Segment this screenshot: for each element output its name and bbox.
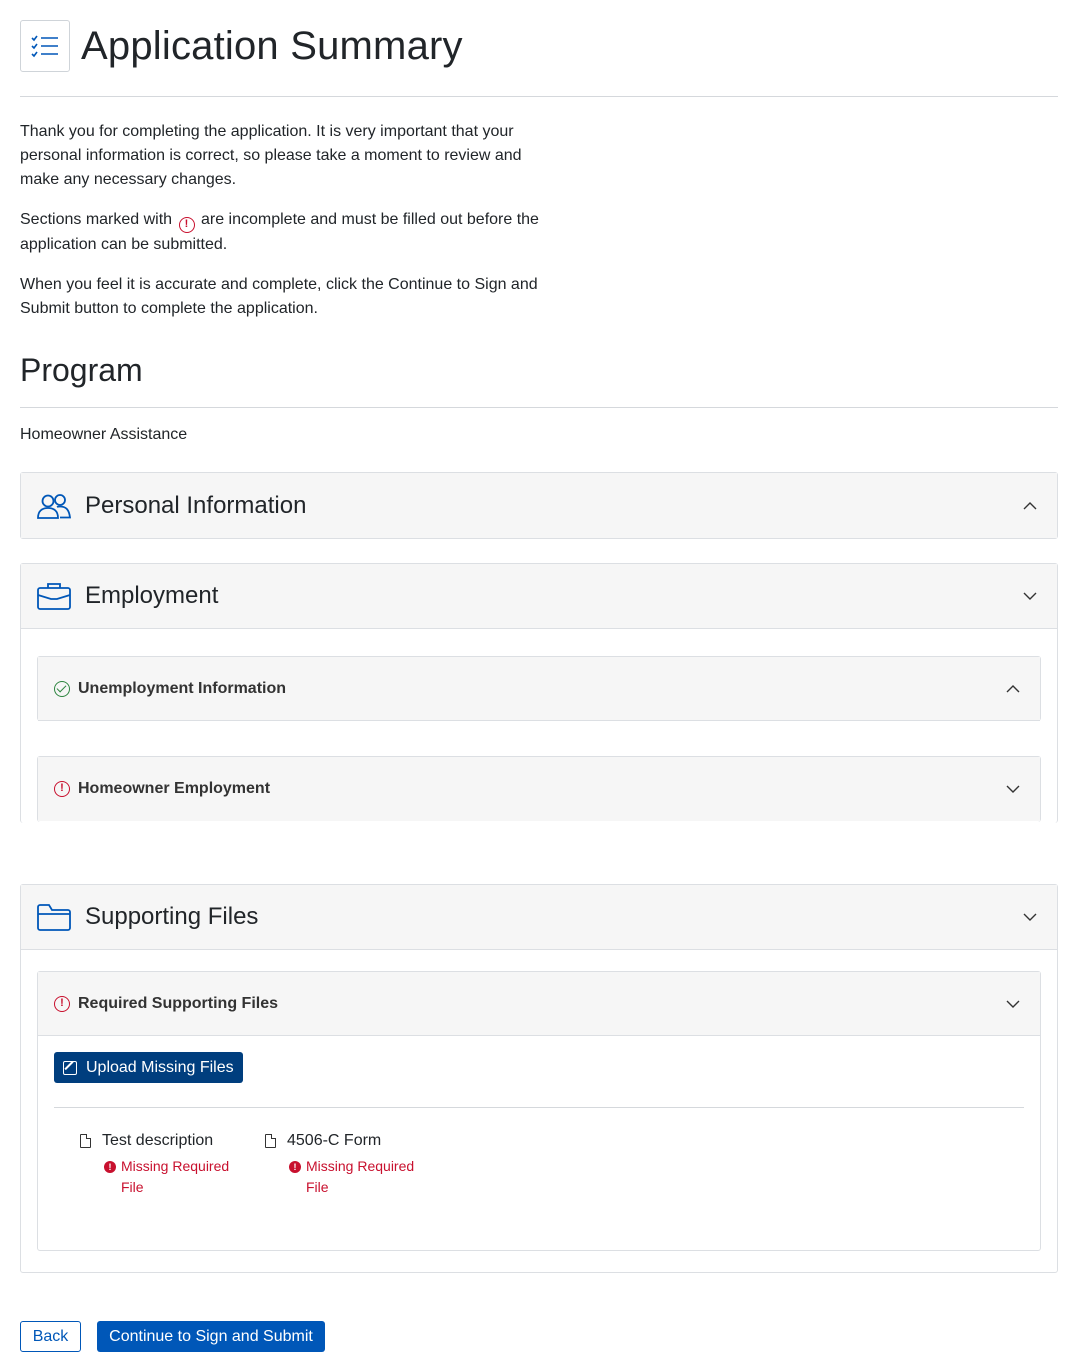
chevron-down-icon[interactable] bbox=[1023, 910, 1037, 924]
files-divider bbox=[54, 1107, 1024, 1108]
incomplete-icon: ! bbox=[54, 781, 70, 797]
briefcase-icon bbox=[37, 582, 71, 610]
program-value: Homeowner Assistance bbox=[20, 426, 188, 443]
chevron-up-icon[interactable] bbox=[1006, 682, 1020, 696]
personal-information-header[interactable] bbox=[21, 473, 1057, 538]
document-icon bbox=[265, 1134, 276, 1148]
employment-header[interactable] bbox=[21, 564, 1057, 629]
unemployment-information-label: Unemployment Information bbox=[78, 679, 287, 697]
file-name: Test description bbox=[102, 1132, 214, 1149]
file-status bbox=[289, 1156, 435, 1198]
chevron-down-icon[interactable] bbox=[1006, 997, 1020, 1011]
required-supporting-files-header[interactable] bbox=[38, 972, 1040, 1036]
required-supporting-files-accordion bbox=[37, 971, 1041, 1251]
unemployment-information-accordion bbox=[37, 656, 1041, 721]
complete-check-icon bbox=[54, 681, 70, 697]
file-item[interactable] bbox=[80, 1132, 250, 1198]
incomplete-icon: ! bbox=[179, 217, 195, 233]
program-divider bbox=[20, 407, 1058, 408]
supporting-files-label: Supporting Files bbox=[85, 903, 259, 930]
homeowner-employment-header[interactable] bbox=[38, 757, 1040, 821]
file-status-text: Missing Required File bbox=[121, 1158, 230, 1195]
incomplete-icon: ! bbox=[54, 996, 70, 1012]
intro-paragraph-2: Sections marked with ! are incomplete and must be filled out before the application can be submitted. bbox=[20, 211, 539, 253]
error-icon: ! bbox=[104, 1161, 116, 1173]
document-icon bbox=[80, 1134, 91, 1148]
file-item[interactable] bbox=[265, 1132, 435, 1198]
checklist-icon bbox=[30, 34, 60, 58]
people-icon bbox=[37, 493, 71, 519]
homeowner-employment-label: Homeowner Employment bbox=[78, 780, 271, 797]
file-name: 4506-C Form bbox=[287, 1132, 382, 1149]
intro-paragraph-1: Thank you for completing the application. It is very important that your personal information is correct, so please take a moment to review and make any necessary changes. bbox=[20, 123, 522, 188]
file-status bbox=[104, 1156, 250, 1198]
error-icon: ! bbox=[289, 1161, 301, 1173]
page-title: Application Summary bbox=[81, 23, 463, 68]
employment-accordion bbox=[20, 563, 1058, 823]
folder-icon bbox=[37, 903, 71, 931]
required-supporting-files-label: Required Supporting Files bbox=[78, 994, 279, 1012]
chevron-down-icon[interactable] bbox=[1006, 782, 1020, 796]
header-divider bbox=[20, 96, 1058, 97]
personal-information-accordion bbox=[20, 472, 1058, 539]
employment-label: Employment bbox=[85, 582, 219, 609]
upload-missing-files-button[interactable] bbox=[54, 1052, 243, 1083]
program-title: Program bbox=[20, 352, 143, 388]
chevron-down-icon[interactable] bbox=[1023, 589, 1037, 603]
back-button[interactable]: Back bbox=[20, 1321, 81, 1352]
supporting-files-header[interactable] bbox=[21, 885, 1057, 950]
page-header bbox=[20, 20, 463, 72]
intro-text bbox=[20, 120, 560, 337]
supporting-files-accordion bbox=[20, 884, 1058, 1273]
personal-information-label: Personal Information bbox=[85, 491, 307, 519]
intro-paragraph-3: When you feel it is accurate and complete, click the Continue to Sign and Submit button to complete the application. bbox=[20, 276, 538, 317]
continue-to-sign-button[interactable]: Continue to Sign and Submit bbox=[97, 1321, 325, 1352]
unemployment-information-header[interactable] bbox=[38, 657, 1040, 721]
chevron-up-icon[interactable] bbox=[1023, 499, 1037, 513]
upload-missing-files-label: Upload Missing Files bbox=[86, 1058, 234, 1076]
file-status-text: Missing Required File bbox=[306, 1158, 415, 1195]
edit-icon bbox=[63, 1061, 77, 1075]
homeowner-employment-accordion bbox=[37, 756, 1041, 822]
checklist-menu-button[interactable] bbox=[20, 20, 70, 72]
